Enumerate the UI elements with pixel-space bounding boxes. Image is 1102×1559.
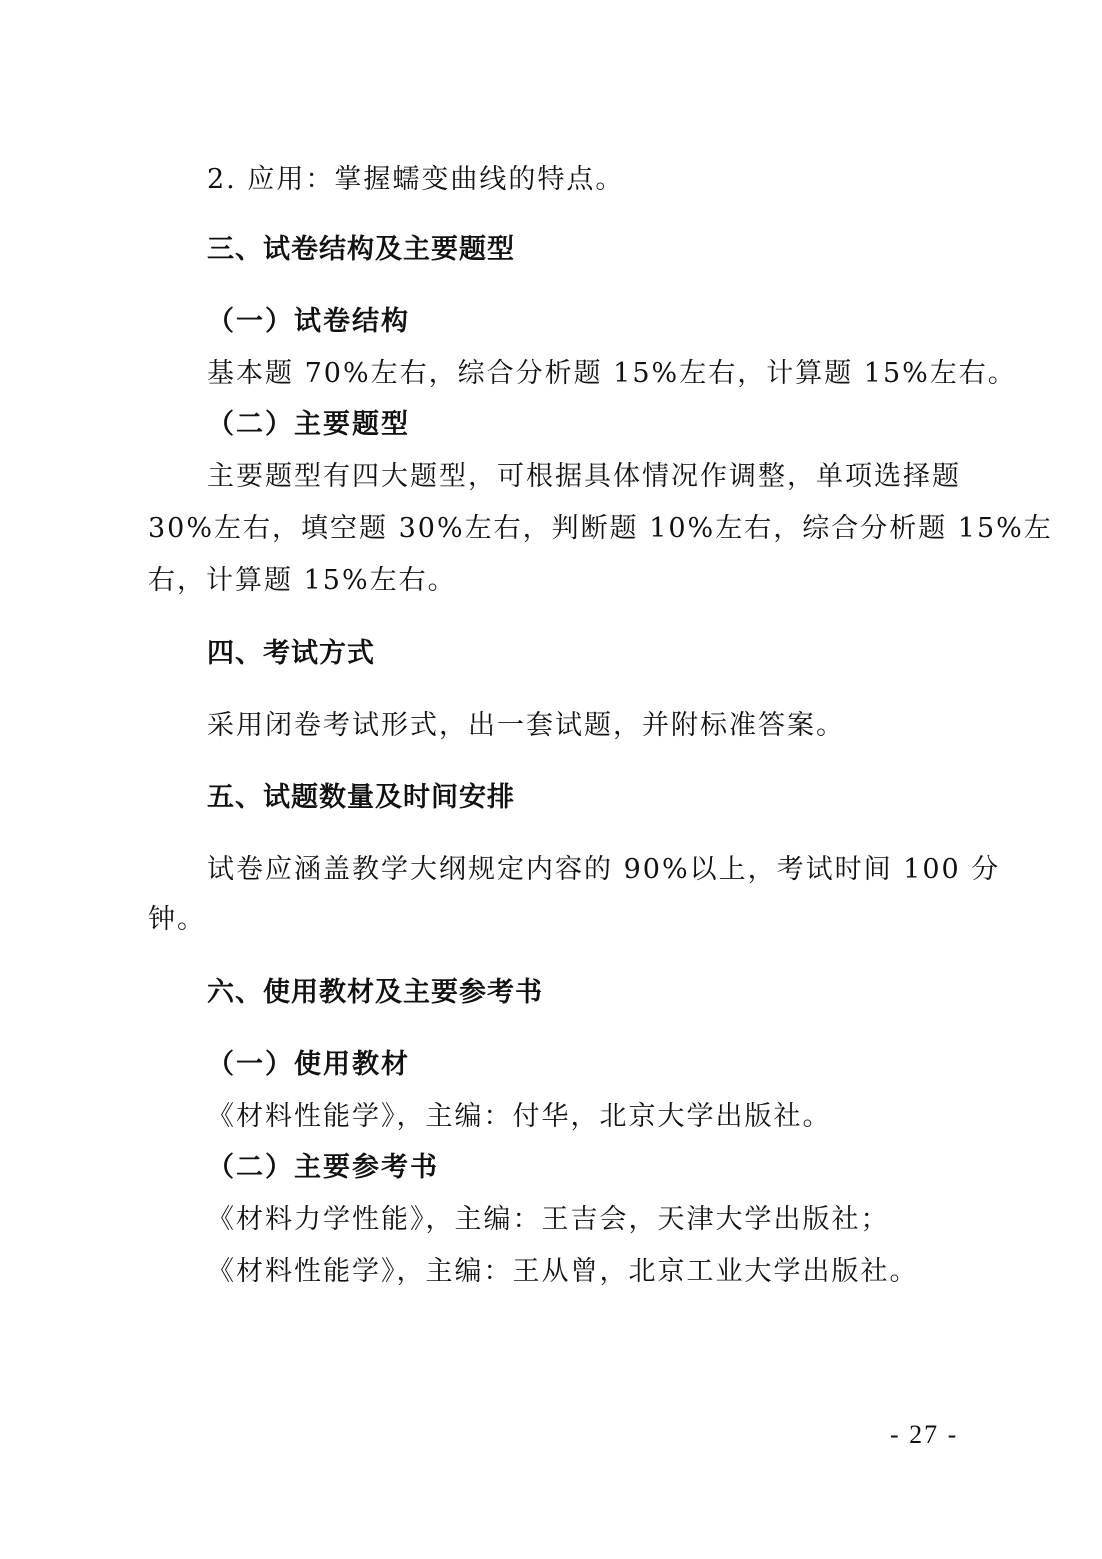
reference-entry-2: 《材料性能学》，主编：王从曾，北京工业大学出版社。 (207, 1256, 919, 1287)
structure-content-line: 基本题 70%左右，综合分析题 15%左右，计算题 15%左右。 (207, 358, 1017, 389)
question-types-line-1: 主要题型有四大题型，可根据具体情况作调整，单项选择题 (207, 461, 961, 492)
subsection-heading-references: （二）主要参考书 (207, 1152, 439, 1183)
reference-entry-1: 《材料力学性能》，主编：王吉会，天津大学出版社； (207, 1204, 890, 1235)
subsection-heading-textbook: （一）使用教材 (207, 1049, 410, 1080)
application-point-line: 2. 应用：掌握蠕变曲线的特点。 (207, 164, 625, 195)
section-heading-exam-structure: 三、试卷结构及主要题型 (207, 234, 515, 265)
exam-method-content: 采用闭卷考试形式，出一套试题，并附标准答案。 (207, 710, 845, 741)
subsection-heading-question-types: （二）主要题型 (207, 409, 410, 440)
page-number: - 27 - (890, 1420, 959, 1449)
section-heading-quantity-time: 五、试题数量及时间安排 (207, 782, 515, 813)
textbook-entry: 《材料性能学》，主编：付华，北京大学出版社。 (207, 1101, 832, 1132)
question-types-line-2: 30%左右，填空题 30%左右，判断题 10%左右，综合分析题 15%左 (148, 513, 1053, 544)
section-heading-textbooks: 六、使用教材及主要参考书 (207, 977, 543, 1008)
question-types-line-3: 右，计算题 15%左右。 (148, 565, 457, 596)
quantity-time-line-2: 钟。 (148, 904, 206, 935)
section-heading-exam-method: 四、考试方式 (207, 638, 375, 669)
quantity-time-line-1: 试卷应涵盖教学大纲规定内容的 90%以上，考试时间 100 分 (207, 854, 1001, 885)
subsection-heading-structure: （一）试卷结构 (207, 306, 410, 337)
